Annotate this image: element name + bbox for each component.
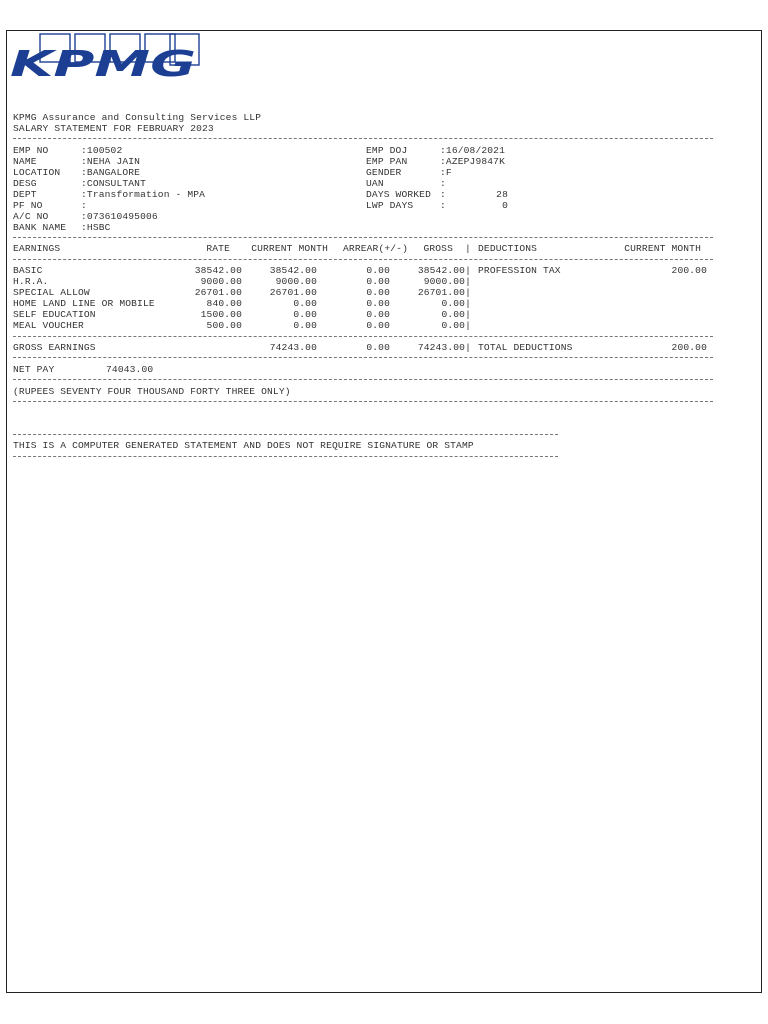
emp-pan-value: :AZEPJ9847K (440, 156, 505, 167)
earning-gross: 0.00| (441, 320, 471, 331)
emp-no-value: :100502 (81, 145, 123, 156)
deduction-amount: 200.00 (671, 265, 707, 276)
header-separator: | (465, 243, 471, 254)
earning-arrear: 0.00 (366, 298, 390, 309)
divider (13, 379, 713, 380)
pf-no-value: : (81, 200, 87, 211)
net-pay-value: 74043.00 (106, 364, 154, 375)
earning-current: 26701.00 (269, 287, 317, 298)
emp-doj-value: :16/08/2021 (440, 145, 505, 156)
header-arrear: ARREAR(+/-) (343, 243, 408, 254)
divider (13, 357, 713, 358)
bank-name-value: :HSBC (81, 222, 111, 233)
earning-label: H.R.A. (13, 276, 49, 287)
earning-arrear: 0.00 (366, 320, 390, 331)
name-label: NAME (13, 156, 37, 167)
pf-no-label: PF NO (13, 200, 43, 211)
earning-gross: 0.00| (441, 309, 471, 320)
bank-name-label: BANK NAME (13, 222, 67, 233)
header-deductions: DEDUCTIONS (478, 243, 538, 254)
desg-value: :CONSULTANT (81, 178, 146, 189)
days-worked-value: 28 (496, 189, 508, 200)
earning-gross: 9000.00| (423, 276, 471, 287)
earning-arrear: 0.00 (366, 287, 390, 298)
divider (13, 401, 713, 402)
company-name: KPMG Assurance and Consulting Services LLP (13, 112, 262, 123)
gender-label: GENDER (366, 167, 402, 178)
header-deductions-current-month: CURRENT MONTH (624, 243, 701, 254)
header-current-month: CURRENT MONTH (251, 243, 328, 254)
net-pay-label: NET PAY (13, 364, 55, 375)
location-value: :BANGALORE (81, 167, 141, 178)
amount-in-words: (RUPEES SEVENTY FOUR THOUSAND FORTY THREE ONLY) (13, 386, 291, 397)
ac-no-value: :073610495006 (81, 211, 158, 222)
total-deductions-label: TOTAL DEDUCTIONS (478, 342, 573, 353)
divider (13, 456, 558, 457)
lwp-days-label: LWP DAYS (366, 200, 414, 211)
desg-label: DESG (13, 178, 37, 189)
divider (13, 434, 558, 435)
earning-label: HOME LAND LINE OR MOBILE (13, 298, 155, 309)
uan-label: UAN (366, 178, 384, 189)
dept-value: :Transformation - MPA (81, 189, 206, 200)
earning-current: 0.00 (293, 298, 317, 309)
earning-arrear: 0.00 (366, 309, 390, 320)
ac-no-label: A/C NO (13, 211, 49, 222)
days-worked-colon: : (440, 189, 446, 200)
header-earnings: EARNINGS (13, 243, 61, 254)
earning-rate: 9000.00 (200, 276, 242, 287)
header-rate: RATE (206, 243, 230, 254)
earning-current: 9000.00 (275, 276, 317, 287)
statement-title: SALARY STATEMENT FOR FEBRUARY 2023 (13, 123, 214, 134)
name-value: :NEHA JAIN (81, 156, 141, 167)
earning-rate: 500.00 (206, 320, 242, 331)
dept-label: DEPT (13, 189, 37, 200)
earning-gross: 0.00| (441, 298, 471, 309)
days-worked-label: DAYS WORKED (366, 189, 431, 200)
earning-arrear: 0.00 (366, 265, 390, 276)
divider (13, 336, 713, 337)
earning-rate: 1500.00 (200, 309, 242, 320)
gross-earnings-arrear: 0.00 (366, 342, 390, 353)
gender-value: :F (440, 167, 452, 178)
lwp-days-colon: : (440, 200, 446, 211)
emp-doj-label: EMP DOJ (366, 145, 408, 156)
gross-earnings-current: 74243.00 (269, 342, 317, 353)
earning-label: BASIC (13, 265, 43, 276)
uan-value: : (440, 178, 446, 189)
kpmg-logo (8, 33, 200, 79)
lwp-days-value: 0 (502, 200, 508, 211)
divider (13, 259, 713, 260)
gross-earnings-label: GROSS EARNINGS (13, 342, 96, 353)
earning-current: 38542.00 (269, 265, 317, 276)
earning-label: MEAL VOUCHER (13, 320, 84, 331)
kpmg-logo-text: KPMG (10, 44, 196, 79)
earning-rate: 26701.00 (194, 287, 242, 298)
header-gross: GROSS (423, 243, 453, 254)
earning-rate: 840.00 (206, 298, 242, 309)
total-deductions-value: 200.00 (671, 342, 707, 353)
earning-label: SELF EDUCATION (13, 309, 96, 320)
earning-current: 0.00 (293, 320, 317, 331)
earning-gross: 38542.00| (417, 265, 471, 276)
location-label: LOCATION (13, 167, 61, 178)
divider (13, 138, 713, 139)
gross-earnings-total: 74243.00| (417, 342, 471, 353)
earning-gross: 26701.00| (417, 287, 471, 298)
deduction-label: PROFESSION TAX (478, 265, 561, 276)
earning-rate: 38542.00 (194, 265, 242, 276)
earning-arrear: 0.00 (366, 276, 390, 287)
earning-label: SPECIAL ALLOW (13, 287, 90, 298)
emp-no-label: EMP NO (13, 145, 49, 156)
earning-current: 0.00 (293, 309, 317, 320)
emp-pan-label: EMP PAN (366, 156, 408, 167)
divider (13, 237, 713, 238)
footer-note: THIS IS A COMPUTER GENERATED STATEMENT AND DOES NOT REQUIRE SIGNATURE OR STAMP (13, 440, 474, 451)
